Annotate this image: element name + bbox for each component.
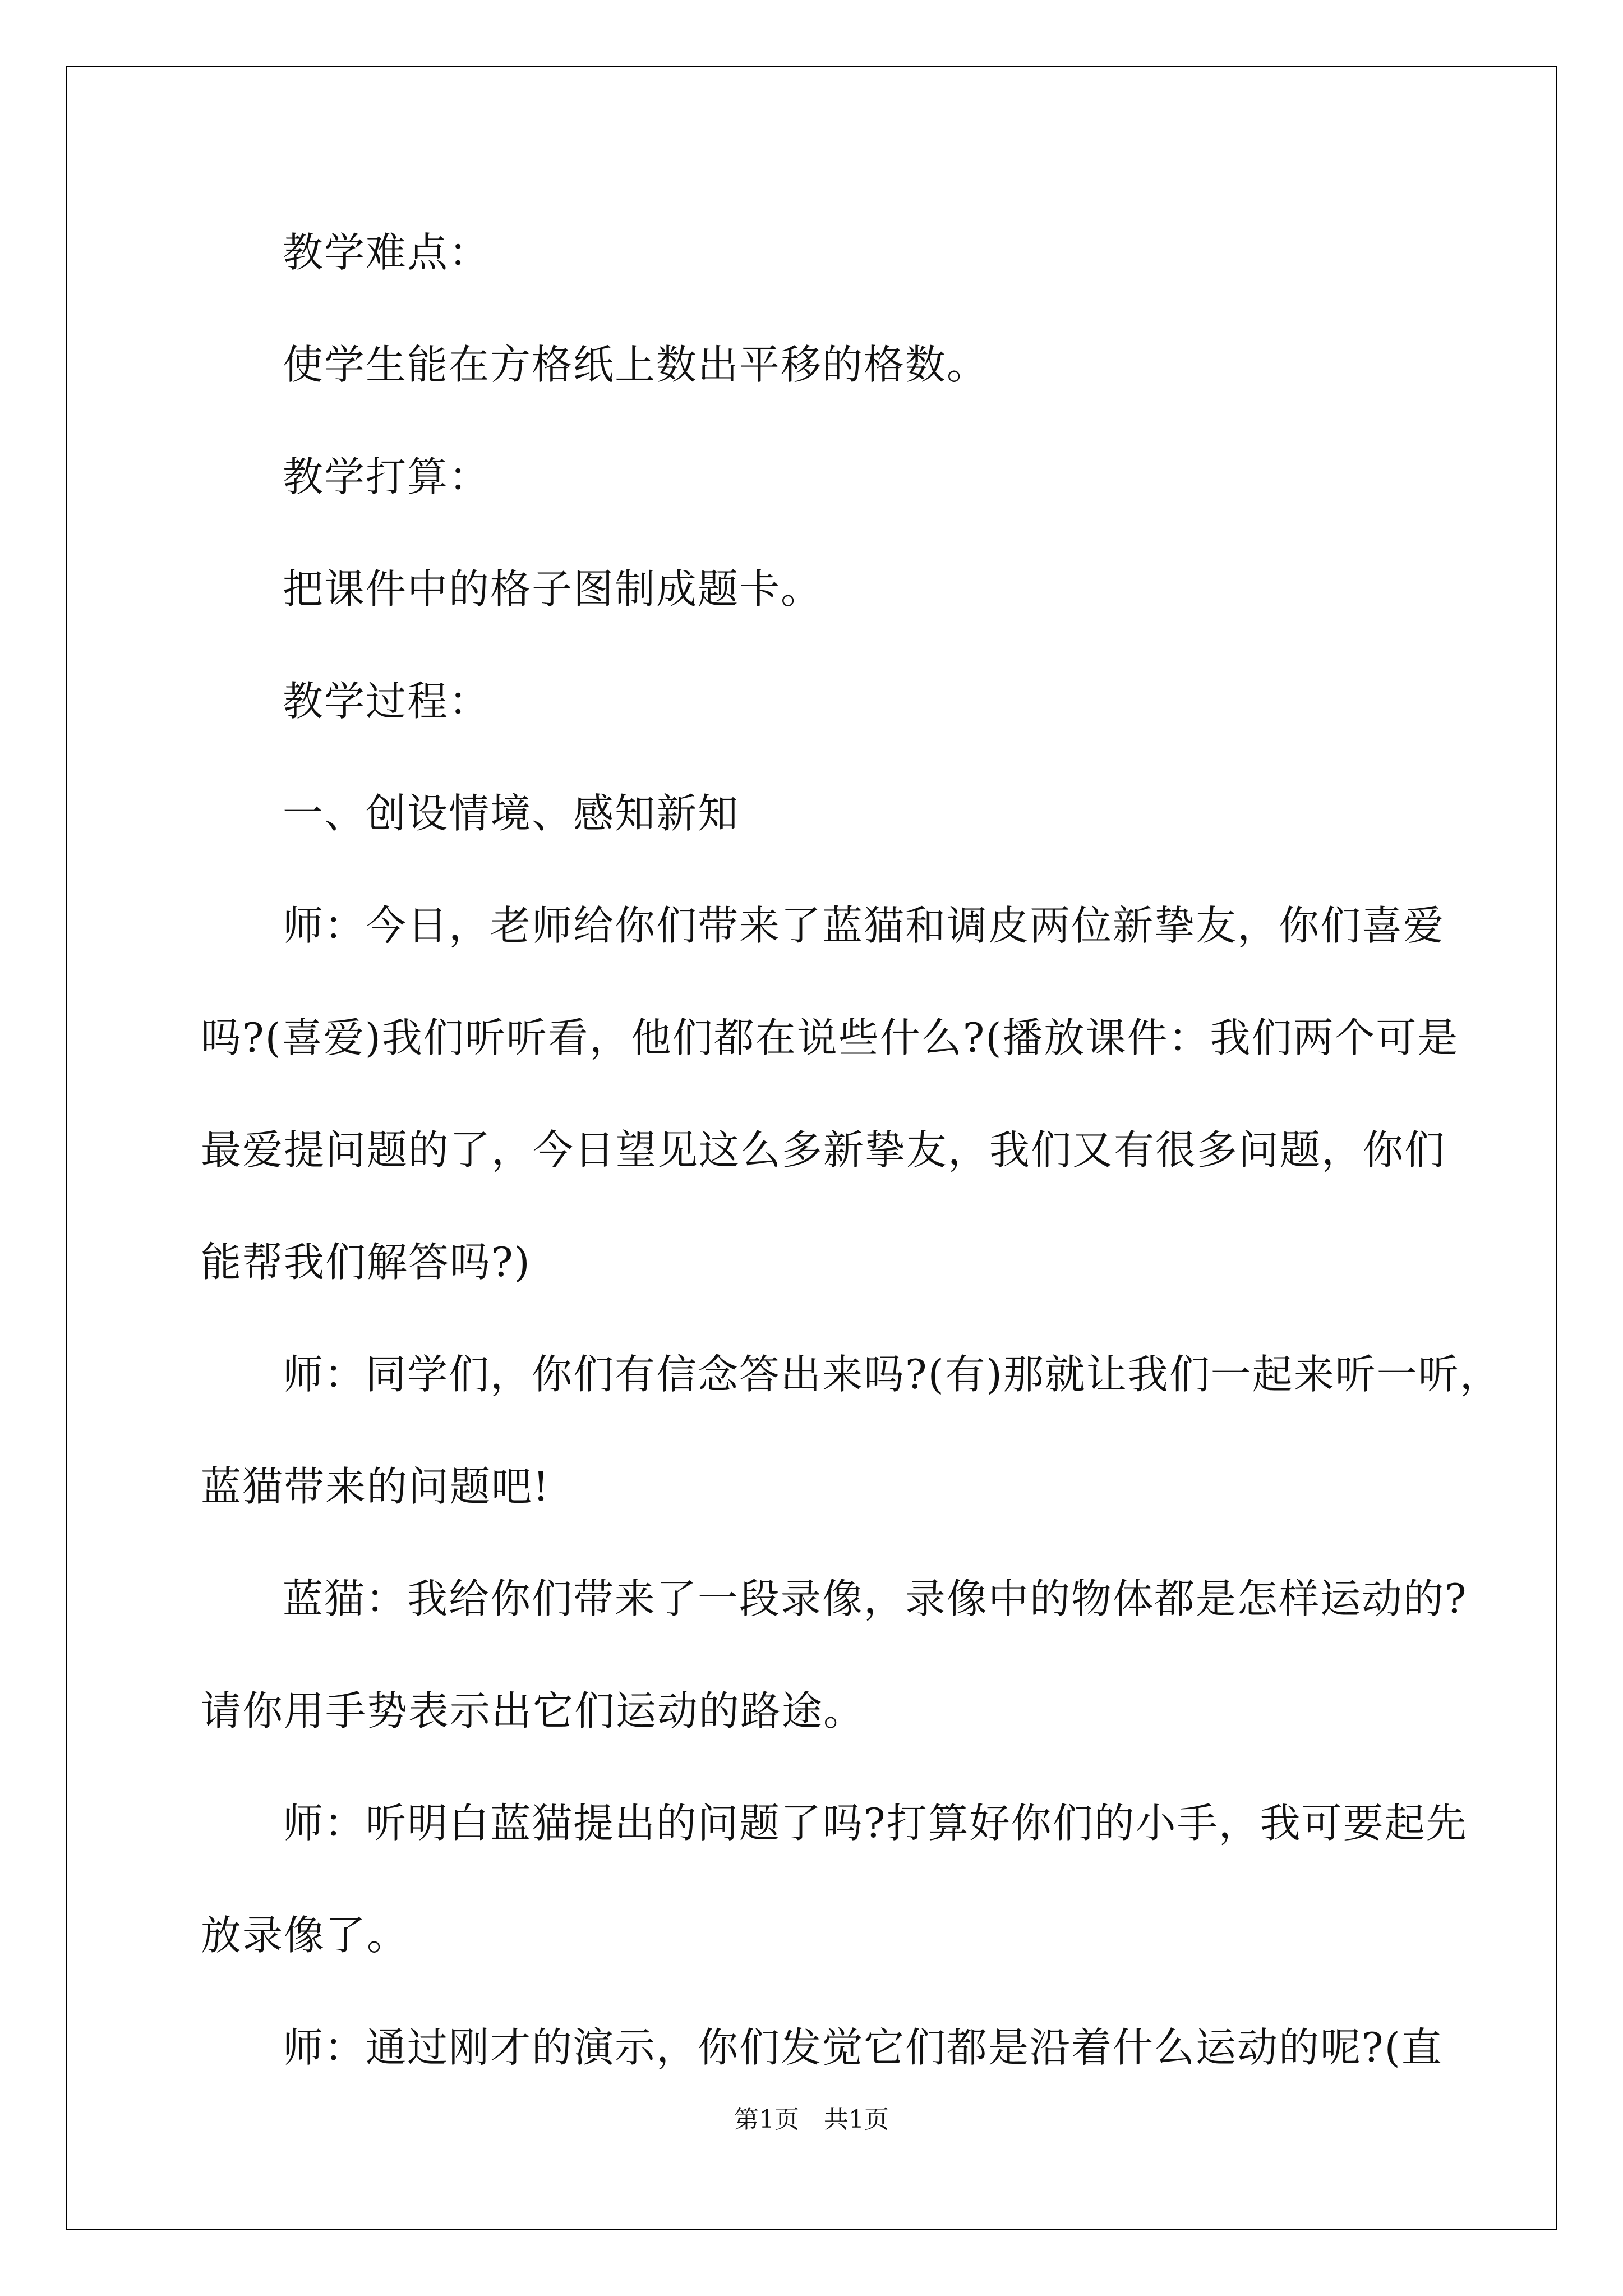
paragraph-line: 请你用手势表示出它们运动的路途。 [201, 1687, 865, 1734]
paragraph-line: 蓝猫带来的问题吧! [201, 1463, 550, 1510]
paragraph-line: 把课件中的格子图制成题卡。 [283, 565, 823, 613]
page-number-footer: 第1页 共1页 [734, 2105, 889, 2134]
paragraph-line: 吗?(喜爱)我们听听看，他们都在说些什么?(播放课件：我们两个可是 [201, 1014, 1459, 1061]
paragraph-line: 使学生能在方格纸上数出平移的格数。 [283, 341, 989, 388]
paragraph-line: 师：今日，老师给你们带来了蓝猫和调皮两位新挚友，你们喜爱 [283, 902, 1445, 949]
section-heading: 一、创设情境、感知新知 [283, 790, 740, 837]
paragraph-line: 蓝猫：我给你们带来了一段录像，录像中的物体都是怎样运动的? [283, 1575, 1468, 1622]
paragraph-line: 最爱提问题的了，今日望见这么多新挚友，我们又有很多问题，你们 [201, 1126, 1446, 1174]
heading-teaching-preparation: 教学打算： [283, 453, 491, 500]
paragraph-line: 师：同学们，你们有信念答出来吗?(有)那就让我们一起来听一听， [283, 1351, 1501, 1398]
paragraph-line: 能帮我们解答吗?) [201, 1239, 531, 1286]
paragraph-line: 放录像了。 [201, 1912, 409, 1959]
heading-teaching-difficulty: 教学难点： [283, 229, 491, 276]
paragraph-line: 师：听明白蓝猫提出的问题了吗?打算好你们的小手，我可要起先 [283, 1800, 1468, 1847]
paragraph-line: 师：通过刚才的演示，你们发觉它们都是沿着什么运动的呢?(直 [283, 2024, 1443, 2071]
heading-teaching-process: 教学过程： [283, 678, 491, 725]
